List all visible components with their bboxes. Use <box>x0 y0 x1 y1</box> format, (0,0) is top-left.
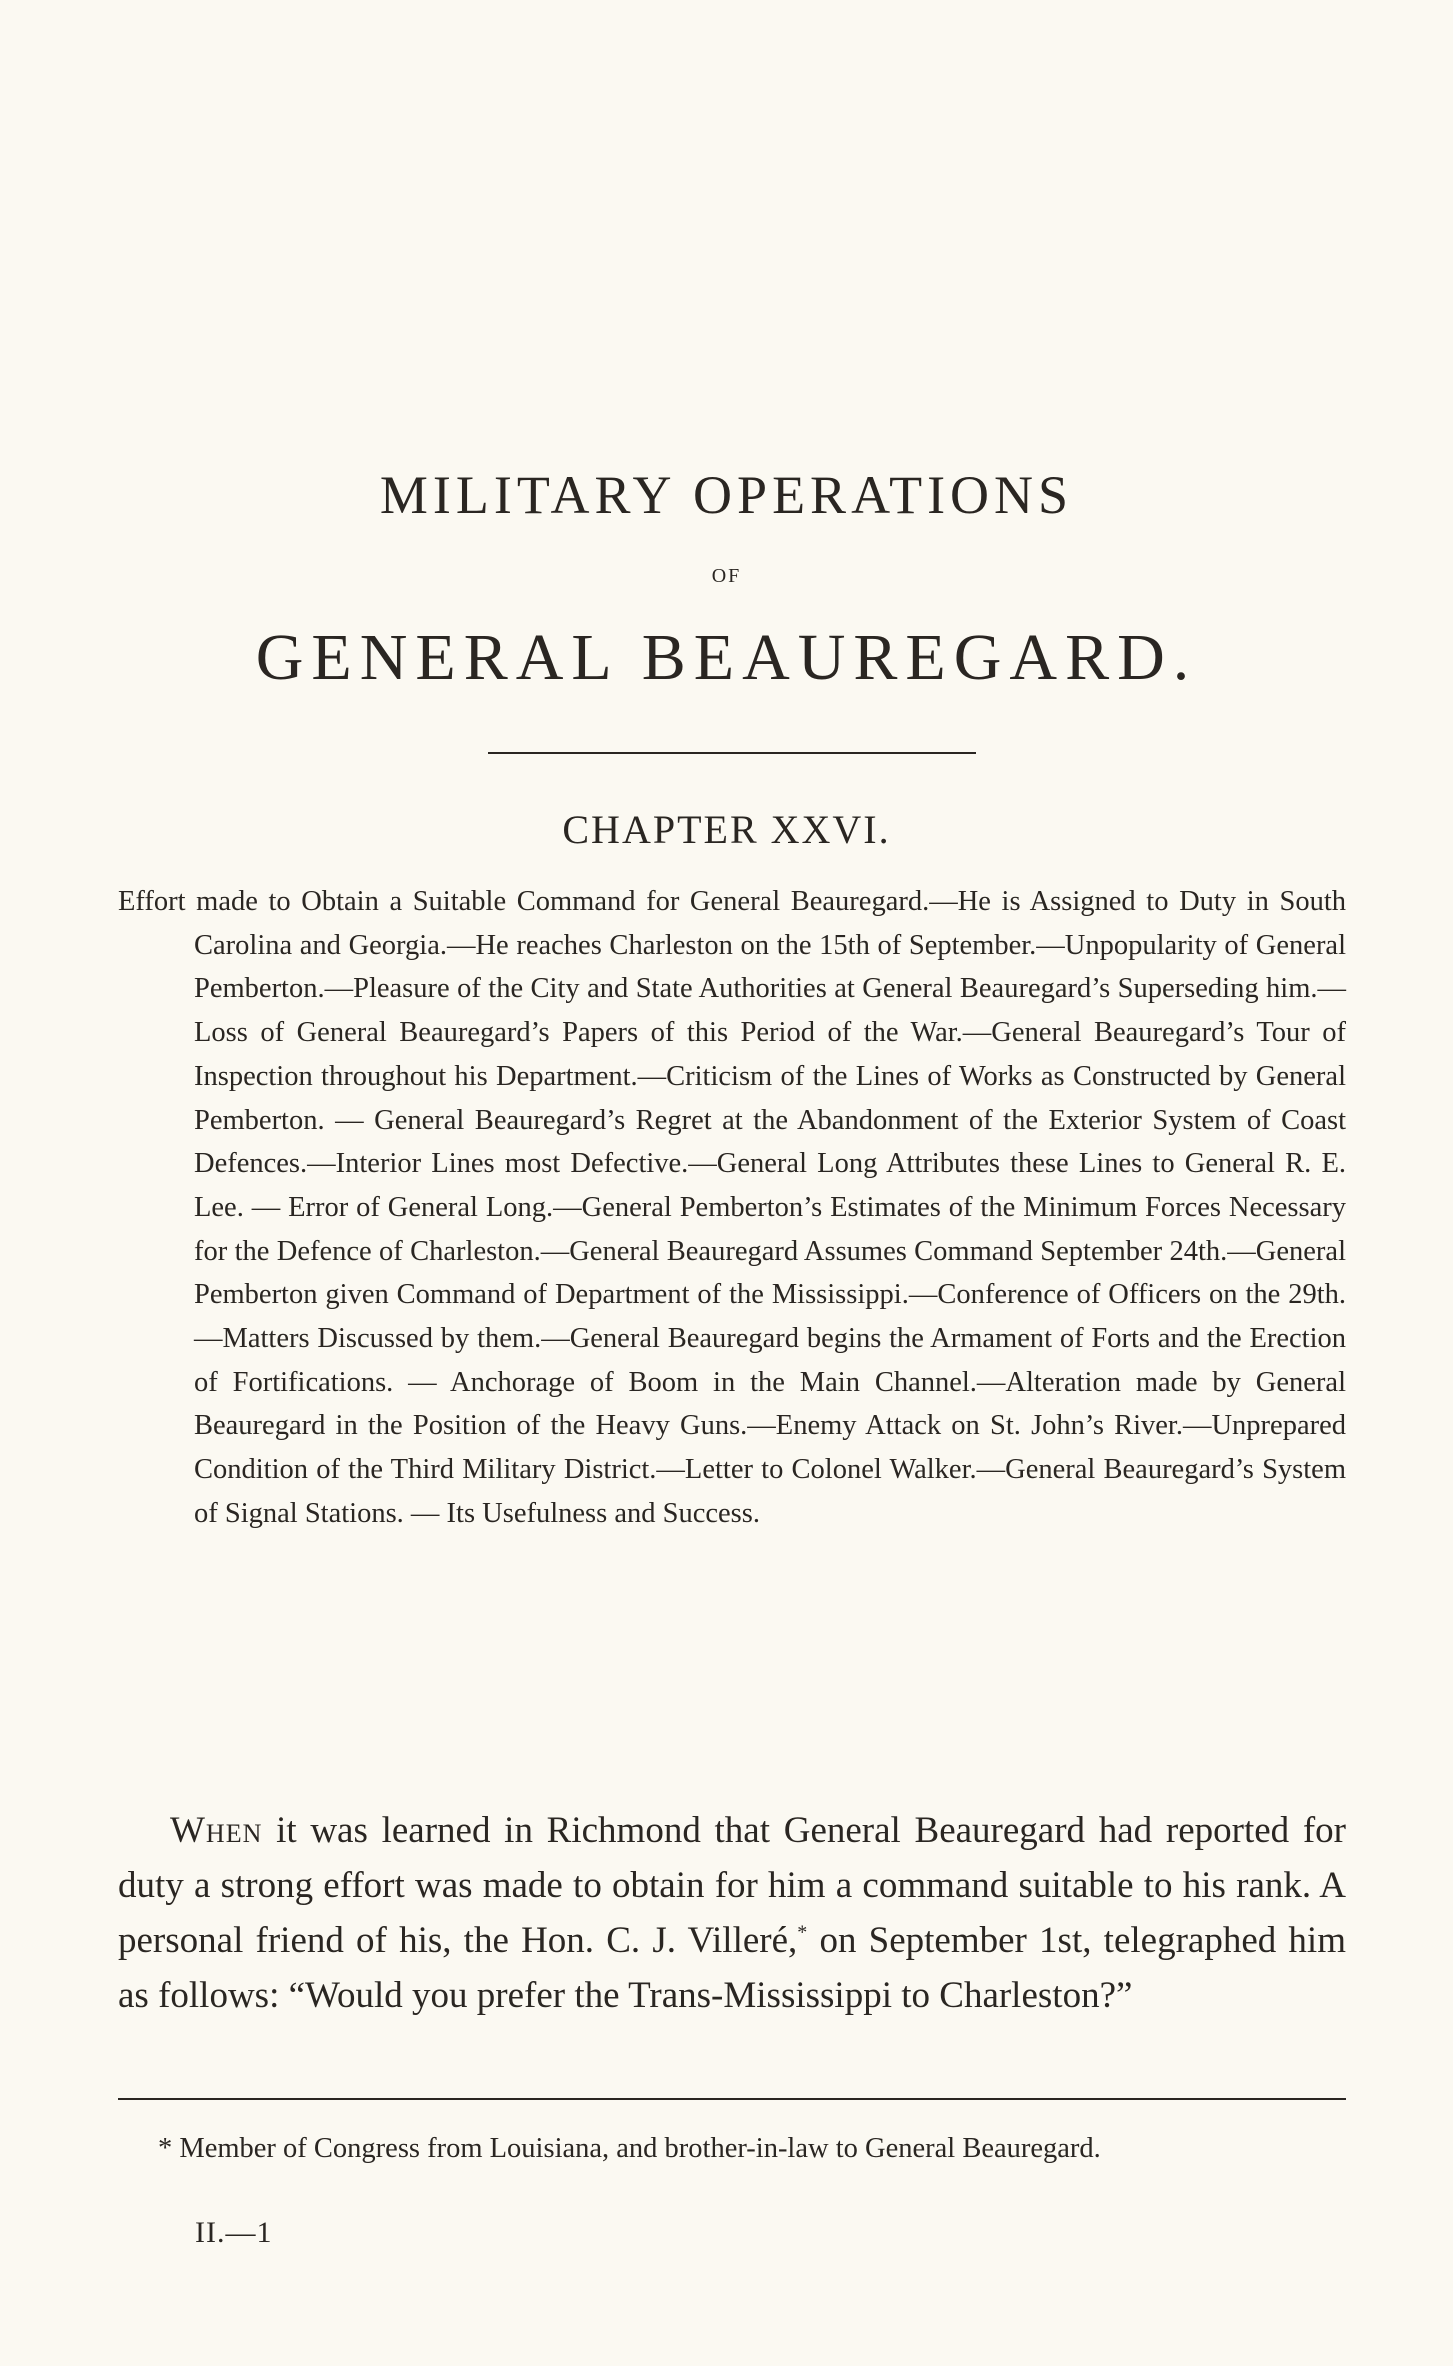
footnote-reference-mark: * <box>797 1921 808 1944</box>
title-general-beauregard: GENERAL BEAUREGARD. <box>255 621 1198 694</box>
title-military-operations: MILITARY OPERATIONS <box>379 465 1074 525</box>
signature-mark: II.—1 <box>195 2216 273 2249</box>
body-text-part-1: it was learned in Richmond that General Beauregard had reported for duty a strong effort was made to obtain for him a command suitable to his rank. A personal friend of his, the Hon. C. J. Villeré, <box>118 1810 1346 1961</box>
title-of: OF <box>711 565 742 587</box>
body-paragraph <box>118 1803 1346 2023</box>
footnote-mark: * <box>158 2133 173 2164</box>
opening-word: When <box>170 1810 263 1851</box>
footnote <box>118 2127 1346 2171</box>
chapter-summary: Effort made to Obtain a Suitable Command for General Beauregard.—He is Assigned to Duty in South Carolina and Georgia.—He reaches Charleston on the 15th of September.—Unpopularity of General Pemberton.—Pleasure of the City and State Authorities at General Beauregard’s Superseding him.—Loss of General Beauregard’s Papers of this Period of the War.—General Beauregard’s Tour of Inspection throughout his Department.—Criticism of the Lines of Works as Constructed by General Pemberton. — General Beauregard’s Regret at the Abandonment of the Exterior System of Coast Defences.—Interior Lines most Defective.—General Long Attributes these Lines to General R. E. Lee. — Error of General Long.—General Pemberton’s Estimates of the Minimum Forces Necessary for the Defence of Charleston.—General Beauregard Assumes Command September 24th.—General Pemberton given Command of Department of the Mississippi.—Conference of Officers on the 29th.—Matters Discussed by them.—General Beauregard begins the Armament of Forts and the Erection of Fortifications. — Anchorage of Boom in the Main Channel.—Alteration made by General Beauregard in the Position of the Heavy Guns.—Enemy Attack on St. John’s River.—Unprepared Condition of the Third Military District.—Letter to Colonel Walker.—General Beauregard’s System of Signal Stations. — Its Usefulness and Success. <box>118 886 1346 1529</box>
footnote-text: Member of Congress from Louisiana, and brother-in-law to General Beauregard. <box>172 2133 1101 2164</box>
body-text-part-2: on September 1st, telegraphed him as follows: “Would you prefer the Trans-Mississippi to Charleston?” <box>118 1920 1346 2016</box>
title-divider-rule <box>488 752 976 754</box>
footnote-divider-rule <box>118 2098 1346 2100</box>
chapter-heading: CHAPTER XXVI. <box>562 807 891 852</box>
